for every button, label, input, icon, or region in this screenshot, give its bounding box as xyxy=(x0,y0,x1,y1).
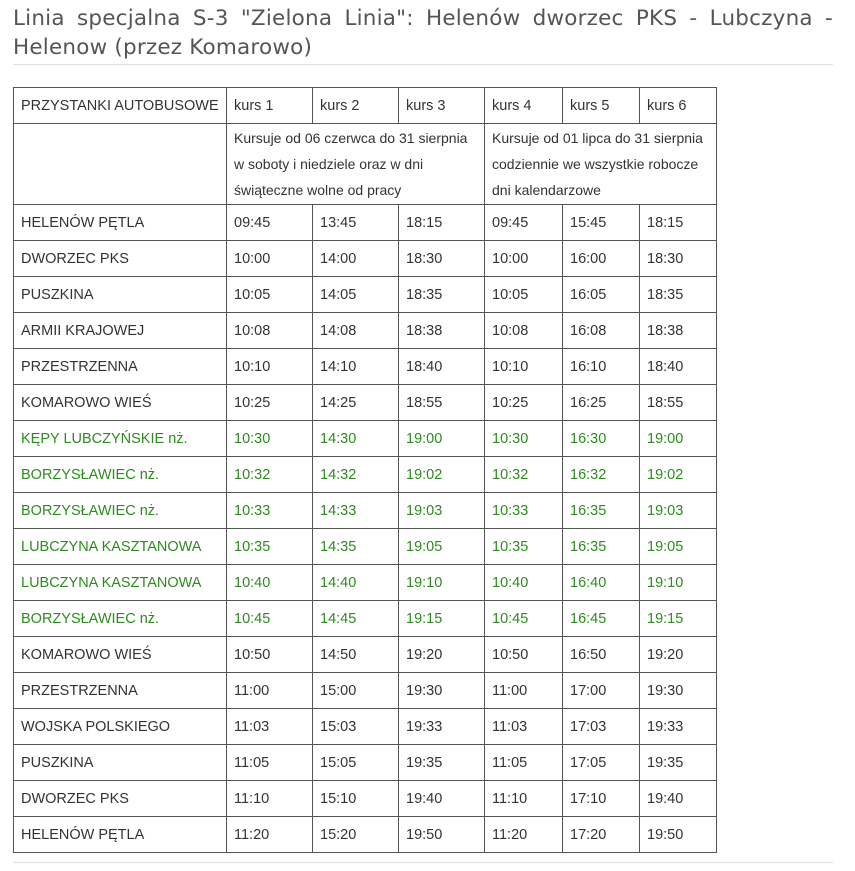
departure-time: 19:20 xyxy=(399,637,485,673)
departure-time: 10:05 xyxy=(227,277,313,313)
table-row xyxy=(14,277,717,313)
departure-time: 19:20 xyxy=(640,637,717,673)
departure-time: 19:00 xyxy=(640,421,717,457)
stop-name: PRZESTRZENNA xyxy=(14,349,227,385)
departure-time: 19:02 xyxy=(399,457,485,493)
departure-time: 18:40 xyxy=(399,349,485,385)
departure-time: 11:05 xyxy=(485,745,563,781)
departure-time: 10:50 xyxy=(227,637,313,673)
departure-time: 19:10 xyxy=(399,565,485,601)
page-title: Linia specjalna S-3 "Zielona Linia": Helenów dworzec PKS - Lubczyna -Helenow (przez Komarowo) xyxy=(13,6,833,60)
departure-time: 14:25 xyxy=(313,385,399,421)
stop-name: ARMII KRAJOWEJ xyxy=(14,313,227,349)
departure-time: 15:03 xyxy=(313,709,399,745)
departure-time: 16:35 xyxy=(563,529,640,565)
departure-time: 10:30 xyxy=(227,421,313,457)
title-divider xyxy=(13,64,833,65)
stop-name: PUSZKINA xyxy=(14,745,227,781)
header-row xyxy=(14,88,717,124)
departure-time: 17:03 xyxy=(563,709,640,745)
departure-time: 14:40 xyxy=(313,565,399,601)
departure-time: 10:45 xyxy=(227,601,313,637)
departure-time: 18:30 xyxy=(399,241,485,277)
departure-time: 10:32 xyxy=(485,457,563,493)
schedule-notes-row xyxy=(14,124,717,205)
header-stops: PRZYSTANKI AUTOBUSOWE xyxy=(14,88,227,124)
departure-time: 19:33 xyxy=(640,709,717,745)
table-row xyxy=(14,421,717,457)
departure-time: 18:35 xyxy=(399,277,485,313)
departure-time: 17:05 xyxy=(563,745,640,781)
departure-time: 15:45 xyxy=(563,205,640,241)
departure-time: 11:03 xyxy=(485,709,563,745)
departure-time: 11:20 xyxy=(485,817,563,853)
stop-name: WOJSKA POLSKIEGO xyxy=(14,709,227,745)
stop-name: PUSZKINA xyxy=(14,277,227,313)
schedule-note-daily: Kursuje od 01 lipca do 31 sierpnia codziennie we wszystkie robocze dni kalendarzowe xyxy=(485,124,717,205)
departure-time: 18:38 xyxy=(640,313,717,349)
stop-name: LUBCZYNA KASZTANOWA xyxy=(14,529,227,565)
departure-time: 14:35 xyxy=(313,529,399,565)
departure-time: 18:35 xyxy=(640,277,717,313)
table-row xyxy=(14,313,717,349)
departure-time: 14:50 xyxy=(313,637,399,673)
departure-time: 10:25 xyxy=(485,385,563,421)
departure-time: 11:05 xyxy=(227,745,313,781)
departure-time: 19:05 xyxy=(399,529,485,565)
departure-time: 19:03 xyxy=(640,493,717,529)
stop-name: BORZYSŁAWIEC nż. xyxy=(14,457,227,493)
table-row xyxy=(14,601,717,637)
header-kurs-2: kurs 2 xyxy=(313,88,399,124)
departure-time: 17:10 xyxy=(563,781,640,817)
departure-time: 11:03 xyxy=(227,709,313,745)
departure-time: 14:05 xyxy=(313,277,399,313)
timetable xyxy=(13,87,717,853)
departure-time: 14:32 xyxy=(313,457,399,493)
stop-name: DWORZEC PKS xyxy=(14,241,227,277)
table-row xyxy=(14,241,717,277)
departure-time: 19:03 xyxy=(399,493,485,529)
header-kurs-1: kurs 1 xyxy=(227,88,313,124)
departure-time: 13:45 xyxy=(313,205,399,241)
header-kurs-5: kurs 5 xyxy=(563,88,640,124)
stop-name: KOMAROWO WIEŚ xyxy=(14,385,227,421)
stop-name: LUBCZYNA KASZTANOWA xyxy=(14,565,227,601)
departure-time: 10:45 xyxy=(485,601,563,637)
departure-time: 10:08 xyxy=(227,313,313,349)
departure-time: 10:50 xyxy=(485,637,563,673)
header-kurs-3: kurs 3 xyxy=(399,88,485,124)
departure-time: 10:40 xyxy=(227,565,313,601)
header-kurs-6: kurs 6 xyxy=(640,88,717,124)
table-row xyxy=(14,673,717,709)
stop-name: HELENÓW PĘTLA xyxy=(14,205,227,241)
departure-time: 19:30 xyxy=(640,673,717,709)
departure-time: 15:10 xyxy=(313,781,399,817)
departure-time: 16:25 xyxy=(563,385,640,421)
departure-time: 09:45 xyxy=(485,205,563,241)
stop-name: BORZYSŁAWIEC nż. xyxy=(14,493,227,529)
departure-time: 16:10 xyxy=(563,349,640,385)
departure-time: 16:30 xyxy=(563,421,640,457)
header-kurs-4: kurs 4 xyxy=(485,88,563,124)
departure-time: 17:20 xyxy=(563,817,640,853)
table-row xyxy=(14,709,717,745)
departure-time: 16:08 xyxy=(563,313,640,349)
departure-time: 17:00 xyxy=(563,673,640,709)
departure-time: 19:35 xyxy=(399,745,485,781)
departure-time: 18:55 xyxy=(399,385,485,421)
departure-time: 18:55 xyxy=(640,385,717,421)
stop-name: KĘPY LUBCZYŃSKIE nż. xyxy=(14,421,227,457)
departure-time: 15:00 xyxy=(313,673,399,709)
departure-time: 19:15 xyxy=(640,601,717,637)
departure-time: 18:15 xyxy=(399,205,485,241)
departure-time: 18:15 xyxy=(640,205,717,241)
departure-time: 19:50 xyxy=(640,817,717,853)
stop-name: HELENÓW PĘTLA xyxy=(14,817,227,853)
departure-time: 10:10 xyxy=(227,349,313,385)
table-row xyxy=(14,205,717,241)
departure-time: 14:00 xyxy=(313,241,399,277)
departure-time: 09:45 xyxy=(227,205,313,241)
departure-time: 10:10 xyxy=(485,349,563,385)
departure-time: 16:00 xyxy=(563,241,640,277)
departure-time: 19:05 xyxy=(640,529,717,565)
stop-name: BORZYSŁAWIEC nż. xyxy=(14,601,227,637)
departure-time: 10:00 xyxy=(485,241,563,277)
departure-time: 10:00 xyxy=(227,241,313,277)
schedule-note-weekend: Kursuje od 06 czerwca do 31 sierpnia w soboty i niedziele oraz w dni świąteczne wolne od pracy xyxy=(227,124,485,205)
departure-time: 16:05 xyxy=(563,277,640,313)
departure-time: 10:35 xyxy=(485,529,563,565)
table-row xyxy=(14,529,717,565)
departure-time: 14:08 xyxy=(313,313,399,349)
departure-time: 19:15 xyxy=(399,601,485,637)
table-row xyxy=(14,745,717,781)
departure-time: 19:40 xyxy=(399,781,485,817)
departure-time: 16:32 xyxy=(563,457,640,493)
departure-time: 10:30 xyxy=(485,421,563,457)
departure-time: 18:38 xyxy=(399,313,485,349)
departure-time: 10:33 xyxy=(485,493,563,529)
departure-time: 11:00 xyxy=(485,673,563,709)
stop-name: PRZESTRZENNA xyxy=(14,673,227,709)
notes-empty-cell xyxy=(14,124,227,205)
departure-time: 10:25 xyxy=(227,385,313,421)
departure-time: 16:35 xyxy=(563,493,640,529)
stop-name: DWORZEC PKS xyxy=(14,781,227,817)
departure-time: 11:10 xyxy=(227,781,313,817)
departure-time: 19:02 xyxy=(640,457,717,493)
departure-time: 19:00 xyxy=(399,421,485,457)
departure-time: 19:30 xyxy=(399,673,485,709)
table-row xyxy=(14,457,717,493)
departure-time: 19:40 xyxy=(640,781,717,817)
table-row xyxy=(14,817,717,853)
departure-time: 15:20 xyxy=(313,817,399,853)
departure-time: 10:05 xyxy=(485,277,563,313)
departure-time: 14:33 xyxy=(313,493,399,529)
departure-time: 14:45 xyxy=(313,601,399,637)
table-row xyxy=(14,781,717,817)
departure-time: 19:35 xyxy=(640,745,717,781)
departure-time: 10:35 xyxy=(227,529,313,565)
departure-time: 10:40 xyxy=(485,565,563,601)
departure-time: 19:33 xyxy=(399,709,485,745)
departure-time: 19:50 xyxy=(399,817,485,853)
table-row xyxy=(14,637,717,673)
table-row xyxy=(14,349,717,385)
departure-time: 16:40 xyxy=(563,565,640,601)
departure-time: 10:33 xyxy=(227,493,313,529)
departure-time: 11:20 xyxy=(227,817,313,853)
departure-time: 16:50 xyxy=(563,637,640,673)
departure-time: 14:30 xyxy=(313,421,399,457)
table-row xyxy=(14,565,717,601)
table-row xyxy=(14,493,717,529)
departure-time: 11:00 xyxy=(227,673,313,709)
departure-time: 16:45 xyxy=(563,601,640,637)
departure-time: 10:32 xyxy=(227,457,313,493)
departure-time: 15:05 xyxy=(313,745,399,781)
departure-time: 19:10 xyxy=(640,565,717,601)
departure-time: 10:08 xyxy=(485,313,563,349)
departure-time: 18:30 xyxy=(640,241,717,277)
departure-time: 11:10 xyxy=(485,781,563,817)
table-row xyxy=(14,385,717,421)
departure-time: 14:10 xyxy=(313,349,399,385)
bottom-divider xyxy=(13,862,833,863)
departure-time: 18:40 xyxy=(640,349,717,385)
stop-name: KOMAROWO WIEŚ xyxy=(14,637,227,673)
